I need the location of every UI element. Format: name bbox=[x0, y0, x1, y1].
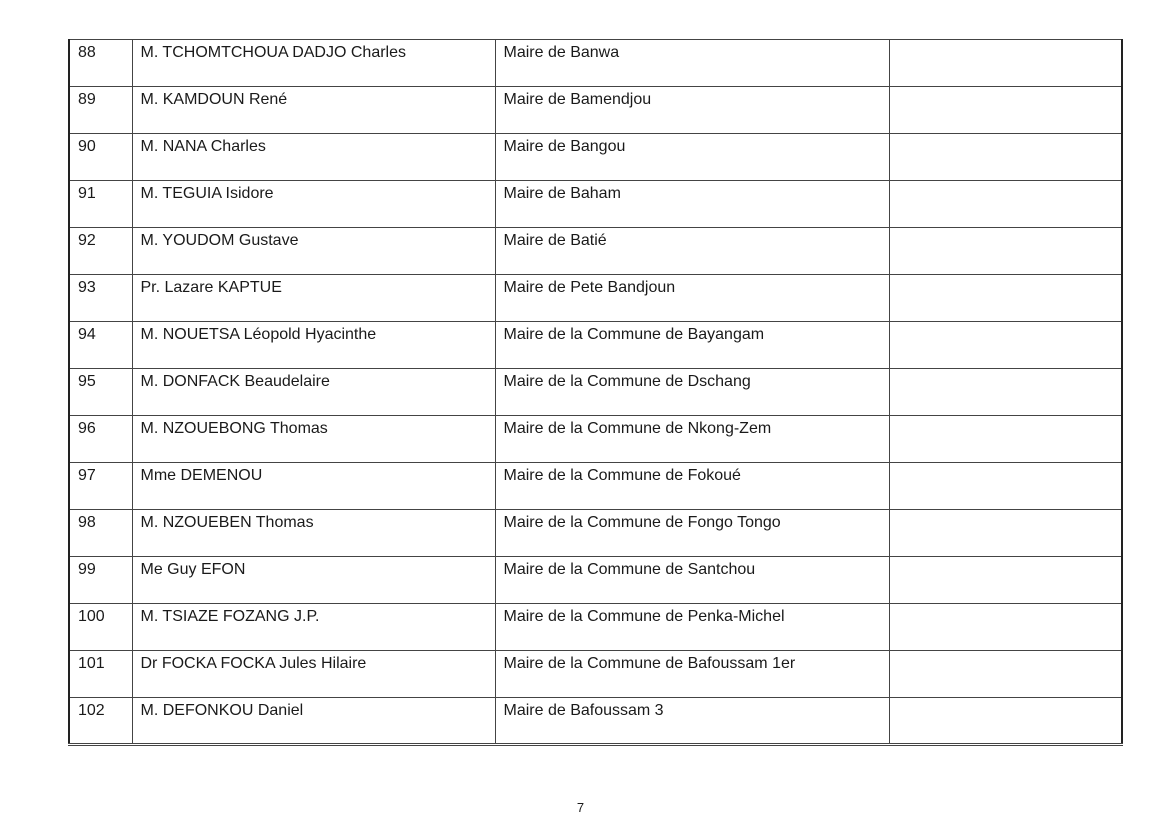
member-role-cell: Maire de la Commune de Fokoué bbox=[495, 463, 889, 510]
row-number-cell: 101 bbox=[69, 651, 132, 698]
table-row bbox=[69, 463, 1122, 510]
remarks-cell bbox=[889, 510, 1122, 557]
members-table-body bbox=[69, 40, 1122, 745]
table-row bbox=[69, 369, 1122, 416]
remarks-cell bbox=[889, 87, 1122, 134]
member-role-cell: Maire de Bangou bbox=[495, 134, 889, 181]
member-role-cell: Maire de Baham bbox=[495, 181, 889, 228]
table-row bbox=[69, 510, 1122, 557]
row-number-cell: 98 bbox=[69, 510, 132, 557]
member-name-cell: M. NANA Charles bbox=[132, 134, 495, 181]
remarks-cell bbox=[889, 604, 1122, 651]
row-number-cell: 90 bbox=[69, 134, 132, 181]
remarks-cell bbox=[889, 369, 1122, 416]
remarks-cell bbox=[889, 134, 1122, 181]
member-name-cell: M. TEGUIA Isidore bbox=[132, 181, 495, 228]
remarks-cell bbox=[889, 557, 1122, 604]
table-row bbox=[69, 698, 1122, 745]
member-name-cell: M. YOUDOM Gustave bbox=[132, 228, 495, 275]
row-number-cell: 97 bbox=[69, 463, 132, 510]
remarks-cell bbox=[889, 416, 1122, 463]
member-name-cell: Pr. Lazare KAPTUE bbox=[132, 275, 495, 322]
row-number-cell: 102 bbox=[69, 698, 132, 745]
member-role-cell: Maire de Bamendjou bbox=[495, 87, 889, 134]
member-name-cell: Me Guy EFON bbox=[132, 557, 495, 604]
row-number-cell: 93 bbox=[69, 275, 132, 322]
member-role-cell: Maire de Pete Bandjoun bbox=[495, 275, 889, 322]
remarks-cell bbox=[889, 181, 1122, 228]
member-name-cell: M. DONFACK Beaudelaire bbox=[132, 369, 495, 416]
member-name-cell: M. TSIAZE FOZANG J.P. bbox=[132, 604, 495, 651]
member-name-cell: Dr FOCKA FOCKA Jules Hilaire bbox=[132, 651, 495, 698]
table-row bbox=[69, 604, 1122, 651]
table-row bbox=[69, 40, 1122, 87]
member-role-cell: Maire de Banwa bbox=[495, 40, 889, 87]
table-row bbox=[69, 416, 1122, 463]
table-row bbox=[69, 322, 1122, 369]
members-table bbox=[68, 39, 1123, 746]
member-name-cell: M. NZOUEBEN Thomas bbox=[132, 510, 495, 557]
remarks-cell bbox=[889, 40, 1122, 87]
remarks-cell bbox=[889, 651, 1122, 698]
member-name-cell: M. NOUETSA Léopold Hyacinthe bbox=[132, 322, 495, 369]
member-role-cell: Maire de la Commune de Nkong-Zem bbox=[495, 416, 889, 463]
row-number-cell: 99 bbox=[69, 557, 132, 604]
table-row bbox=[69, 134, 1122, 181]
member-role-cell: Maire de Bafoussam 3 bbox=[495, 698, 889, 745]
member-role-cell: Maire de la Commune de Dschang bbox=[495, 369, 889, 416]
row-number-cell: 94 bbox=[69, 322, 132, 369]
member-role-cell: Maire de la Commune de Penka-Michel bbox=[495, 604, 889, 651]
row-number-cell: 95 bbox=[69, 369, 132, 416]
table-row bbox=[69, 557, 1122, 604]
table-row bbox=[69, 87, 1122, 134]
row-number-cell: 88 bbox=[69, 40, 132, 87]
remarks-cell bbox=[889, 228, 1122, 275]
member-role-cell: Maire de la Commune de Bayangam bbox=[495, 322, 889, 369]
row-number-cell: 92 bbox=[69, 228, 132, 275]
member-name-cell: M. DEFONKOU Daniel bbox=[132, 698, 495, 745]
member-name-cell: M. NZOUEBONG Thomas bbox=[132, 416, 495, 463]
row-number-cell: 96 bbox=[69, 416, 132, 463]
page-number: 7 bbox=[576, 800, 585, 815]
row-number-cell: 91 bbox=[69, 181, 132, 228]
member-role-cell: Maire de la Commune de Santchou bbox=[495, 557, 889, 604]
remarks-cell bbox=[889, 463, 1122, 510]
member-role-cell: Maire de la Commune de Fongo Tongo bbox=[495, 510, 889, 557]
table-row bbox=[69, 228, 1122, 275]
member-role-cell: Maire de Batié bbox=[495, 228, 889, 275]
row-number-cell: 89 bbox=[69, 87, 132, 134]
row-number-cell: 100 bbox=[69, 604, 132, 651]
member-role-cell: Maire de la Commune de Bafoussam 1er bbox=[495, 651, 889, 698]
table-row bbox=[69, 651, 1122, 698]
member-name-cell: M. TCHOMTCHOUA DADJO Charles bbox=[132, 40, 495, 87]
table-row bbox=[69, 181, 1122, 228]
remarks-cell bbox=[889, 322, 1122, 369]
member-name-cell: M. KAMDOUN René bbox=[132, 87, 495, 134]
remarks-cell bbox=[889, 698, 1122, 745]
member-name-cell: Mme DEMENOU bbox=[132, 463, 495, 510]
table-row bbox=[69, 275, 1122, 322]
remarks-cell bbox=[889, 275, 1122, 322]
